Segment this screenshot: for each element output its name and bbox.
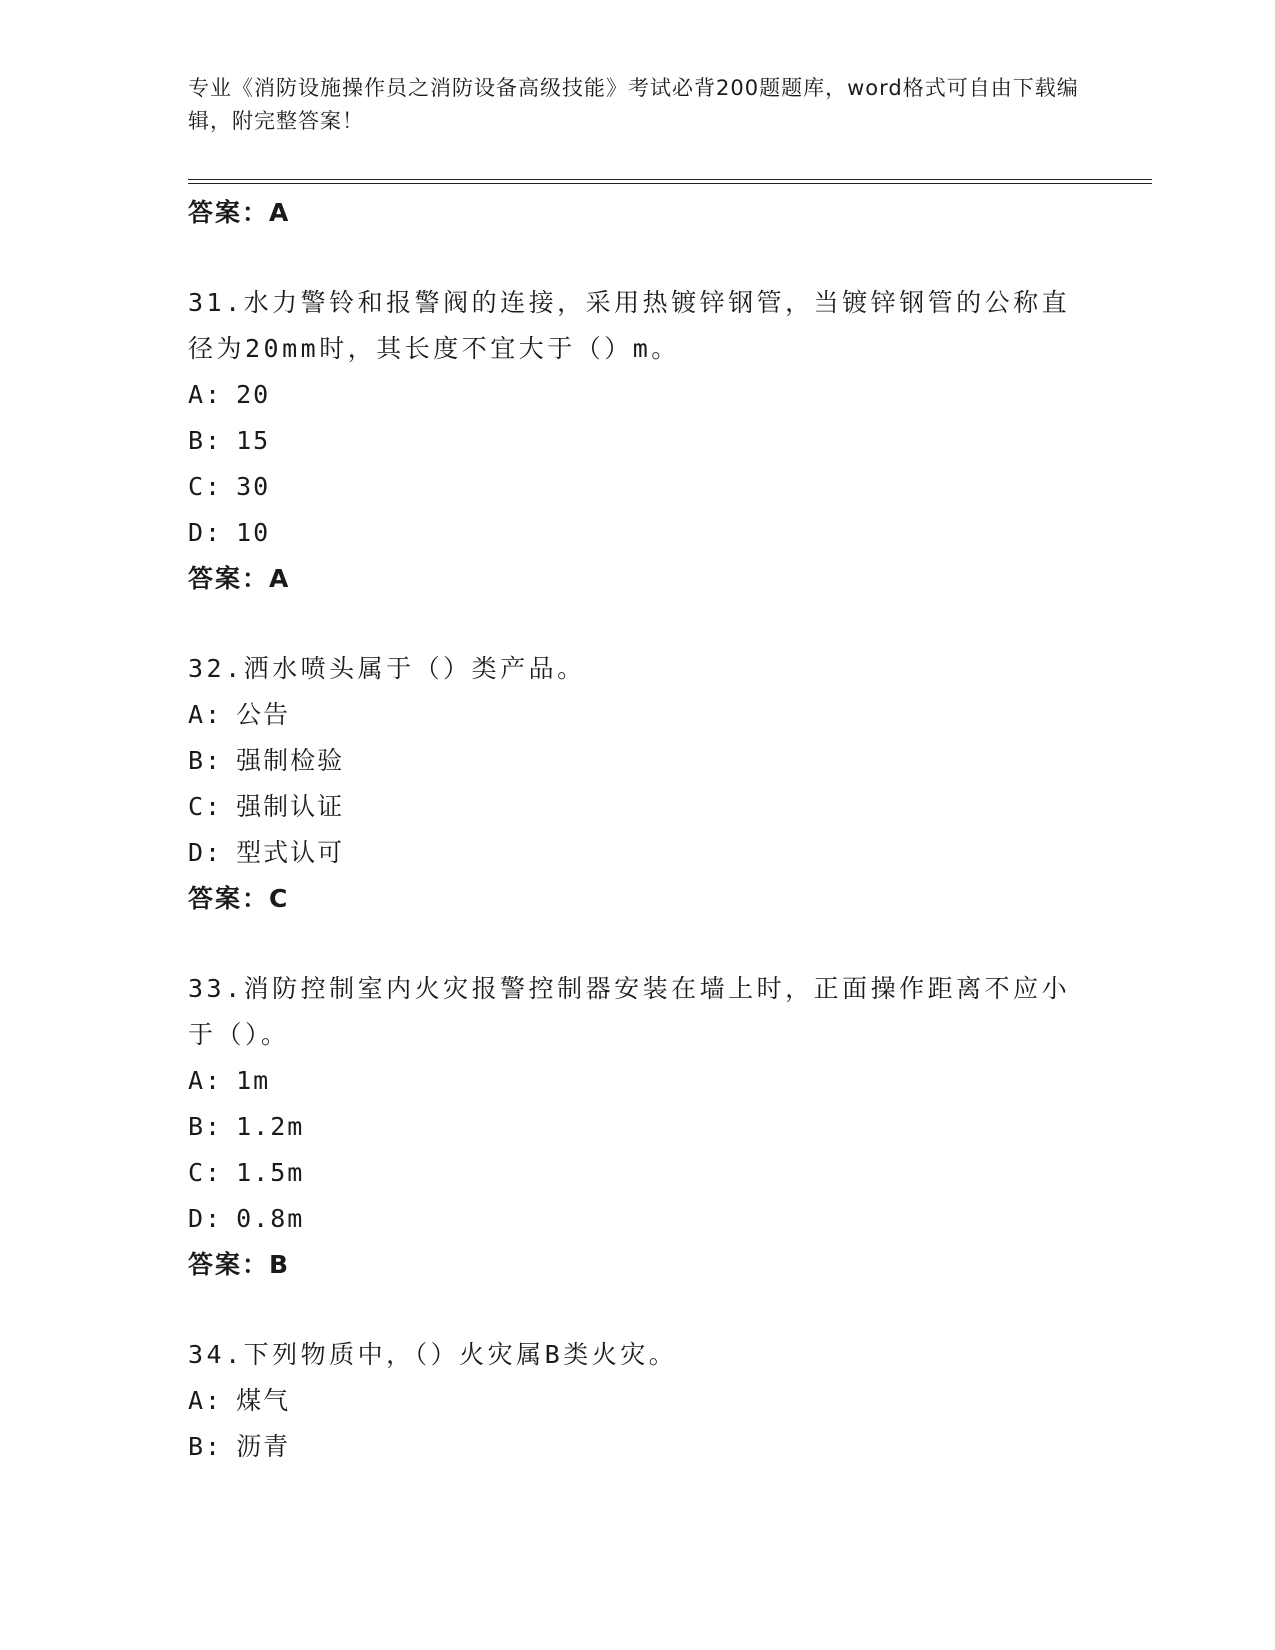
option-a: A: 1m — [188, 1066, 271, 1095]
option-c: C: 1.5m — [188, 1158, 305, 1187]
option-b: B: 强制检验 — [188, 746, 345, 775]
question-list — [188, 190, 1088, 1470]
answer: 答案：B — [188, 1250, 291, 1279]
header-rule-top — [188, 179, 1152, 180]
previous-answer: 答案：A — [188, 198, 291, 227]
option-c: C: 强制认证 — [188, 792, 345, 821]
answer: 答案：C — [188, 884, 290, 913]
question-31 — [188, 280, 1088, 602]
option-d: D: 型式认可 — [188, 838, 345, 867]
question-text: 31.水力警铃和报警阀的连接，采用热镀锌钢管，当镀锌钢管的公称直径为20mm时，其长度不宜大于（）m。 — [188, 288, 1071, 363]
question-text: 33.消防控制室内火灾报警控制器安装在墙上时，正面操作距离不应小于（）。 — [188, 974, 1071, 1049]
option-a: A: 20 — [188, 380, 271, 409]
question-text: 32.洒水喷头属于（）类产品。 — [188, 654, 586, 683]
option-c: C: 30 — [188, 472, 271, 501]
option-b: B: 1.2m — [188, 1112, 305, 1141]
option-d: D: 0.8m — [188, 1204, 305, 1233]
option-b: B: 沥青 — [188, 1432, 291, 1461]
option-b: B: 15 — [188, 426, 271, 455]
question-34 — [188, 1332, 1088, 1470]
question-text: 34.下列物质中，（）火灾属B类火灾。 — [188, 1340, 678, 1369]
option-d: D: 10 — [188, 518, 271, 547]
header-rule-bottom — [188, 183, 1152, 184]
option-a: A: 公告 — [188, 700, 291, 729]
option-a: A: 煤气 — [188, 1386, 291, 1415]
question-33 — [188, 966, 1088, 1288]
document-header: 专业《消防设施操作员之消防设备高级技能》考试必背200题题库，word格式可自由下载编辑，附完整答案！ — [188, 76, 1079, 133]
answer: 答案：A — [188, 564, 291, 593]
question-32 — [188, 646, 1088, 922]
